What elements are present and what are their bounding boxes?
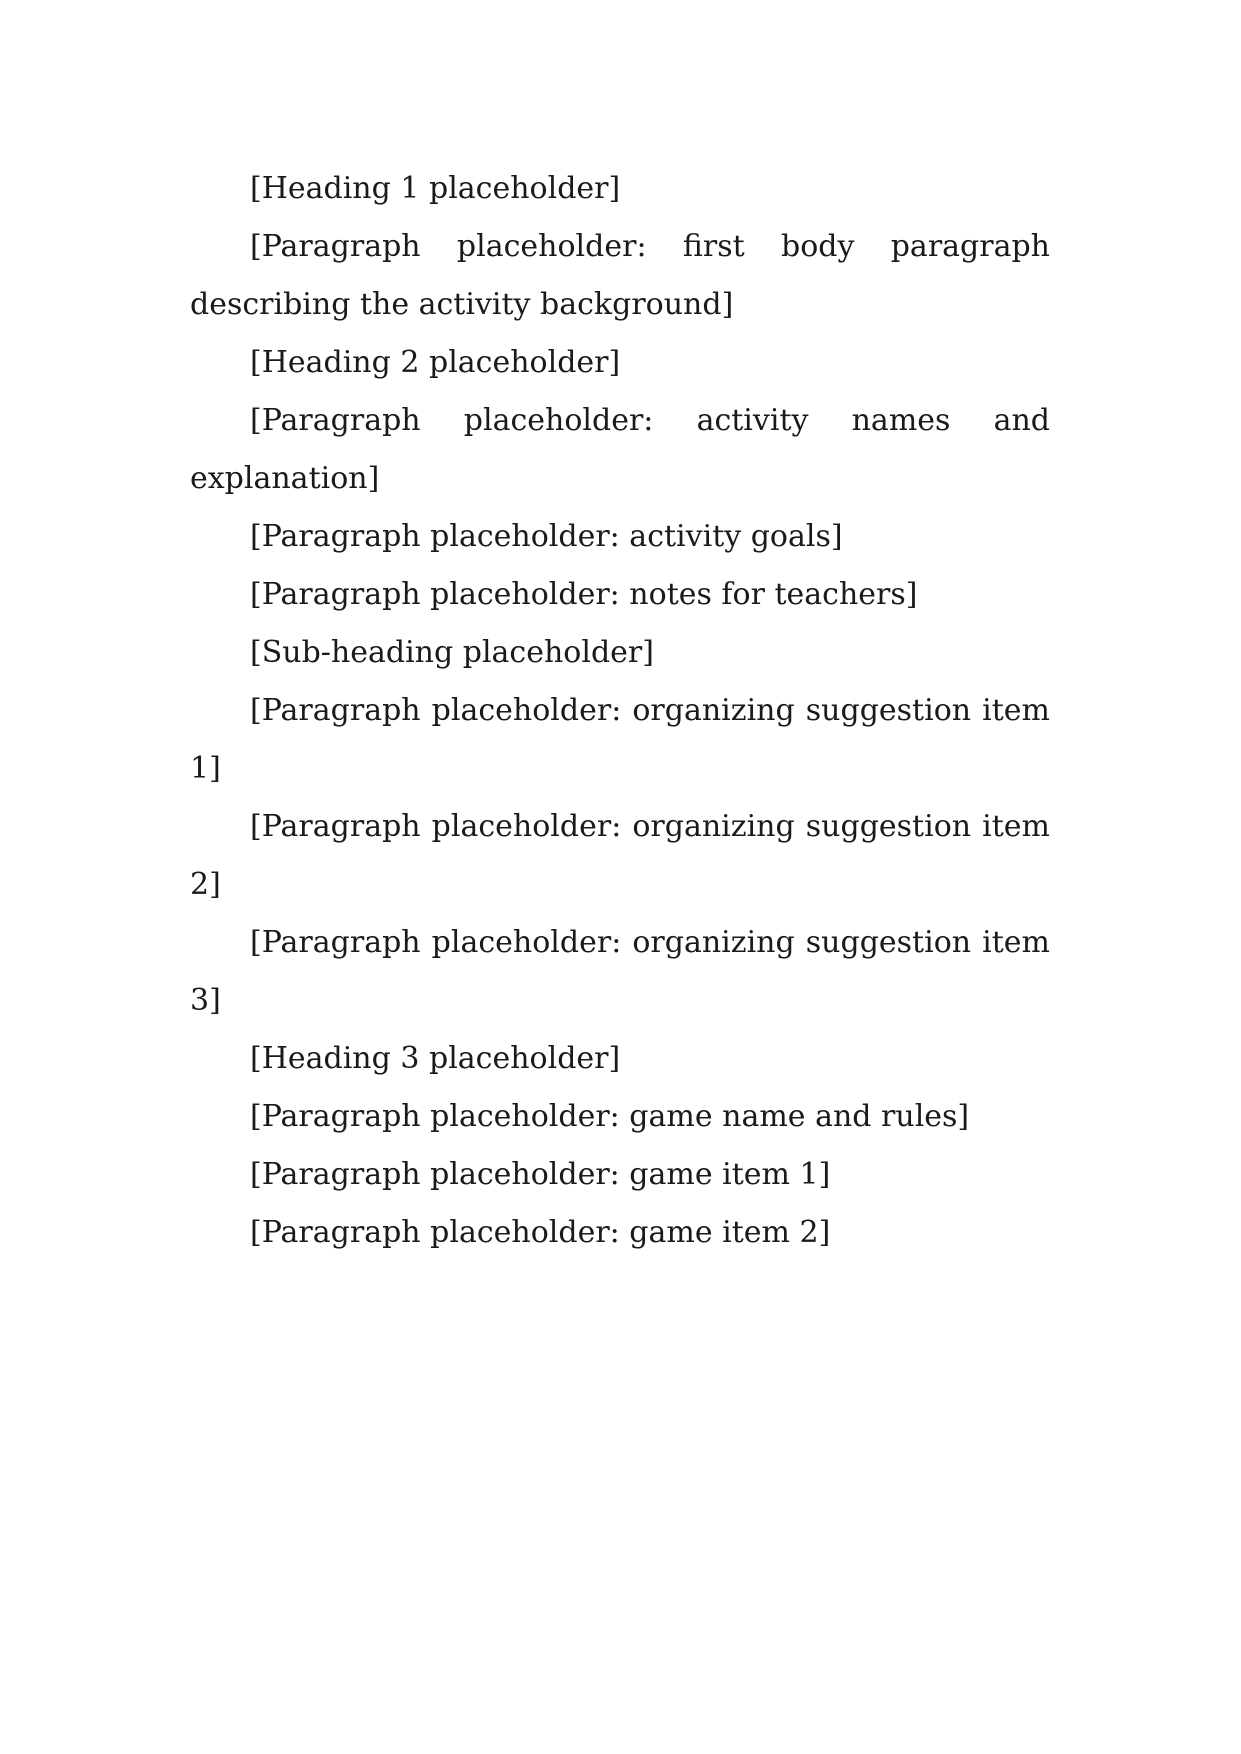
list-item: [Paragraph placeholder: organizing suggestion item 3] — [190, 925, 1050, 1018]
list-item: [Paragraph placeholder: organizing suggestion item 1] — [190, 693, 1050, 786]
section-heading: [Heading 2 placeholder] — [250, 345, 621, 380]
list-item: [Paragraph placeholder: game item 2] — [250, 1215, 831, 1250]
body-paragraph: [Paragraph placeholder: game name and rules] — [250, 1099, 970, 1134]
body-paragraph: [Paragraph placeholder: notes for teachers] — [250, 577, 918, 612]
body-paragraph: [Paragraph placeholder: activity goals] — [250, 519, 843, 554]
body-paragraph: [Paragraph placeholder: first body paragraph describing the activity background] — [190, 229, 1050, 322]
section-heading: [Heading 1 placeholder] — [250, 171, 621, 206]
list-item: [Paragraph placeholder: game item 1] — [250, 1157, 831, 1192]
list-item: [Paragraph placeholder: organizing suggestion item 2] — [190, 809, 1050, 902]
body-paragraph: [Paragraph placeholder: activity names and explanation] — [190, 403, 1050, 496]
sub-heading: [Sub-heading placeholder] — [250, 635, 654, 670]
section-heading: [Heading 3 placeholder] — [250, 1041, 621, 1076]
document-body — [190, 160, 1050, 1262]
